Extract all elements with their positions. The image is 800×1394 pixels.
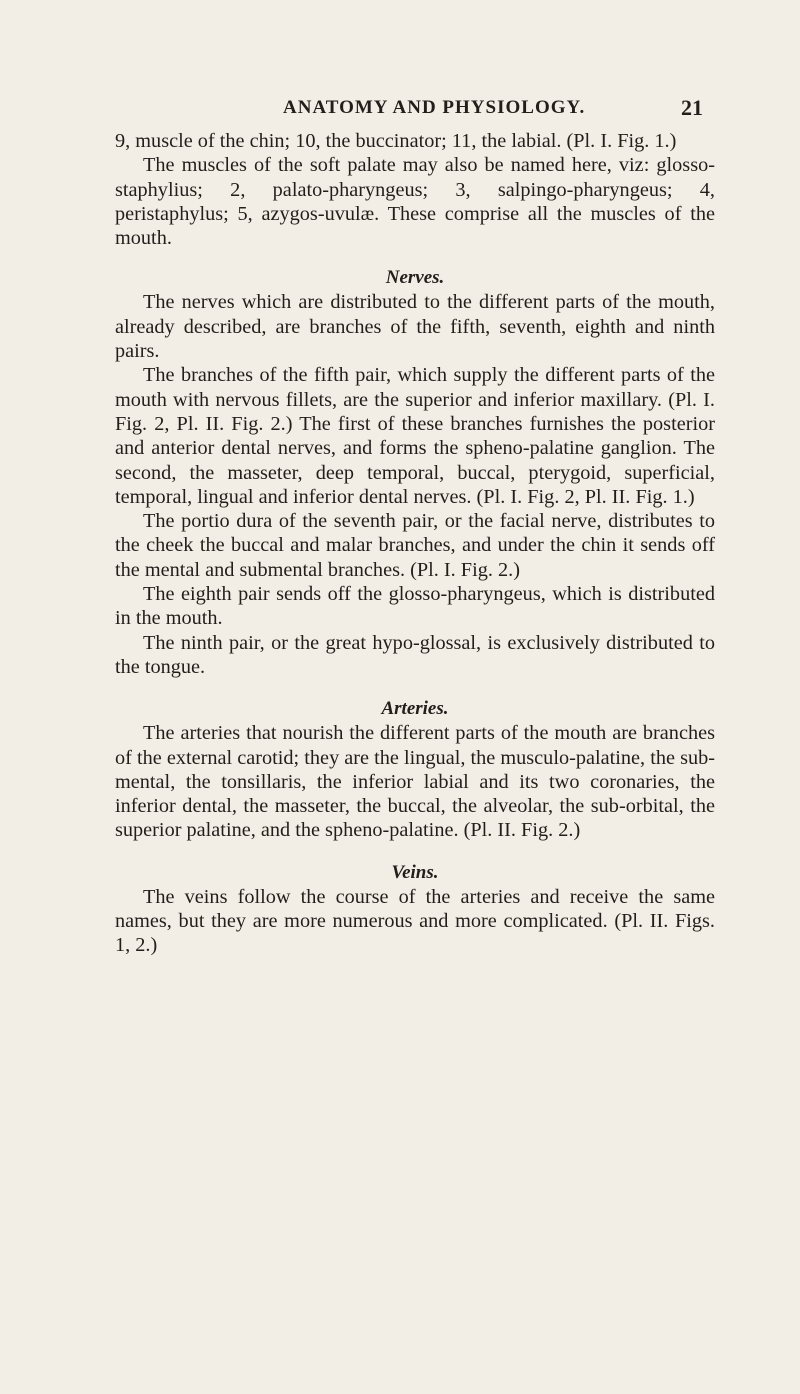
paragraph-ninth-pair: The ninth pair, or the great hypo-glossal, is exclusively distributed to the tongue.: [115, 631, 715, 678]
running-header: [115, 95, 715, 125]
paragraph-soft-palate: The muscles of the soft palate may also be named here, viz: glosso-staphylius; 2, palato-pharyngeus; 3, salpingo-pharyngeus; 4, peristaphylus; 5, azygos-uvulæ. These comprise all the muscles of the mouth.: [115, 154, 715, 250]
section-heading-arteries: Arteries.: [381, 698, 449, 720]
page-number: 21: [681, 95, 703, 120]
section-heading-veins: Veins.: [391, 861, 439, 883]
book-page: [115, 95, 715, 958]
section-heading-nerves: Nerves.: [385, 267, 445, 289]
paragraph-nerves-intro: The nerves which are distributed to the different parts of the mouth, already described, are branches of the fifth, seventh, eighth and ninth pairs.: [115, 291, 715, 363]
paragraph-seventh-pair: The portio dura of the seventh pair, or the facial nerve, distributes to the cheek the buccal and malar branches, and under the chin it sends off the mental and submental branches. (Pl. I. Fig. 2.): [115, 510, 715, 581]
paragraph-eighth-pair: The eighth pair sends off the glosso-pharyngeus, which is distributed in the mouth.: [115, 583, 715, 630]
paragraph-muscles-continued: 9, muscle of the chin; 10, the buccinator; 11, the labial. (Pl. I. Fig. 1.): [115, 130, 677, 152]
paragraph-fifth-pair: The branches of the fifth pair, which supply the different parts of the mouth with nervous fillets, are the superior and inferior maxillary. (Pl. I. Fig. 2, Pl. II. Fig. 2.) The first of these branches furnishes the posterior and anterior dental nerves, and forms the spheno-palatine ganglion. The second, the masseter, deep temporal, buccal, pterygoid, superficial, temporal, lingual and inferior dental nerves. (Pl. I. Fig. 2, Pl. II. Fig. 1.): [115, 364, 715, 508]
paragraph-veins: The veins follow the course of the arteries and receive the same names, but they are more numerous and more complicated. (Pl. II. Figs. 1, 2.): [115, 885, 715, 957]
running-title: ANATOMY AND PHYSIOLOGY.: [283, 97, 586, 118]
paragraph-arteries: The arteries that nourish the different parts of the mouth are branches of the external carotid; they are the lingual, the musculo-palatine, the sub-mental, the tonsillaris, the inferior labial and its two coronaries, the inferior dental, the masseter, the buccal, the alveolar, the sub-orbital, the superior palatine, and the spheno-palatine. (Pl. II. Fig. 2.): [115, 722, 715, 842]
